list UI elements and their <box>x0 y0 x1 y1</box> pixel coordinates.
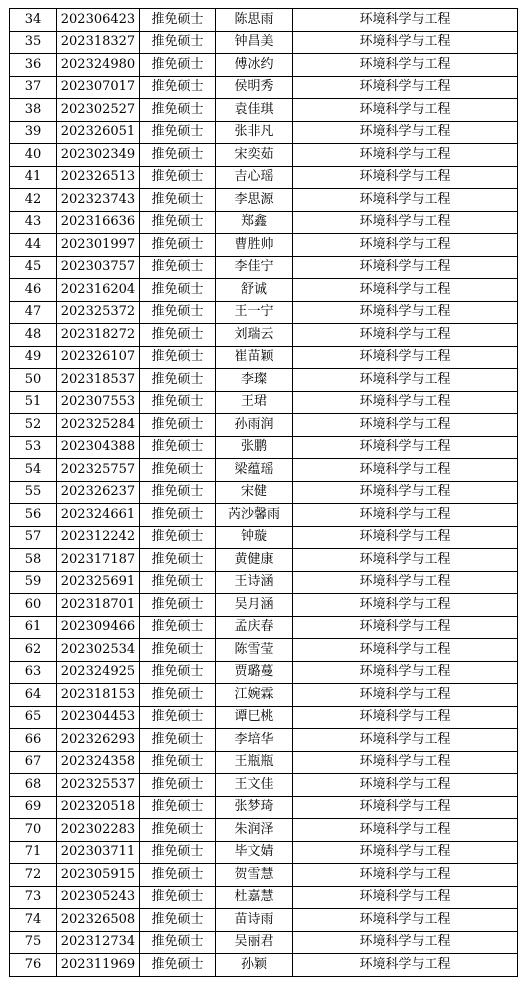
row-index-cell: 41 <box>10 166 57 189</box>
student-id-cell: 202306423 <box>57 9 140 32</box>
student-id-cell: 202320518 <box>57 796 140 819</box>
row-index-cell: 36 <box>10 54 57 77</box>
major-cell: 环境科学与工程 <box>293 31 518 54</box>
row-index-cell: 57 <box>10 526 57 549</box>
student-name-cell: 杜嘉慧 <box>216 886 293 909</box>
admission-type-cell: 推免硕士 <box>140 526 216 549</box>
major-cell: 环境科学与工程 <box>293 796 518 819</box>
row-index-cell: 61 <box>10 616 57 639</box>
major-cell: 环境科学与工程 <box>293 594 518 617</box>
student-id-cell: 202302527 <box>57 99 140 122</box>
admission-type-cell: 推免硕士 <box>140 279 216 302</box>
admission-type-cell: 推免硕士 <box>140 864 216 887</box>
admission-type-cell: 推免硕士 <box>140 391 216 414</box>
admission-type-cell: 推免硕士 <box>140 706 216 729</box>
row-index-cell: 43 <box>10 211 57 234</box>
student-name-cell: 吉心瑶 <box>216 166 293 189</box>
student-id-cell: 202324358 <box>57 751 140 774</box>
student-name-cell: 吴丽君 <box>216 931 293 954</box>
student-id-cell: 202326107 <box>57 346 140 369</box>
student-id-cell: 202326513 <box>57 166 140 189</box>
row-index-cell: 35 <box>10 31 57 54</box>
major-cell: 环境科学与工程 <box>293 54 518 77</box>
table-row <box>10 436 518 459</box>
table-row <box>10 751 518 774</box>
student-name-cell: 曹胜帅 <box>216 234 293 257</box>
admission-type-cell: 推免硕士 <box>140 571 216 594</box>
major-cell: 环境科学与工程 <box>293 391 518 414</box>
student-name-cell: 袁佳琪 <box>216 99 293 122</box>
table-row <box>10 346 518 369</box>
table-row <box>10 189 518 212</box>
student-id-cell: 202318701 <box>57 594 140 617</box>
row-index-cell: 58 <box>10 549 57 572</box>
table-row <box>10 526 518 549</box>
major-cell: 环境科学与工程 <box>293 189 518 212</box>
table-row <box>10 864 518 887</box>
table-row <box>10 99 518 122</box>
row-index-cell: 59 <box>10 571 57 594</box>
row-index-cell: 65 <box>10 706 57 729</box>
row-index-cell: 73 <box>10 886 57 909</box>
student-name-cell: 梁蕴瑶 <box>216 459 293 482</box>
admission-type-cell: 推免硕士 <box>140 954 216 977</box>
table-row <box>10 774 518 797</box>
table-row <box>10 504 518 527</box>
major-cell: 环境科学与工程 <box>293 931 518 954</box>
table-row <box>10 414 518 437</box>
student-name-cell: 侯明秀 <box>216 76 293 99</box>
major-cell: 环境科学与工程 <box>293 819 518 842</box>
admission-type-cell: 推免硕士 <box>140 99 216 122</box>
admission-type-cell: 推免硕士 <box>140 549 216 572</box>
row-index-cell: 47 <box>10 301 57 324</box>
table-row <box>10 954 518 977</box>
student-name-cell: 朱润泽 <box>216 819 293 842</box>
major-cell: 环境科学与工程 <box>293 369 518 392</box>
major-cell: 环境科学与工程 <box>293 661 518 684</box>
student-id-cell: 202301997 <box>57 234 140 257</box>
student-id-cell: 202304388 <box>57 436 140 459</box>
table-row <box>10 909 518 932</box>
table-row <box>10 256 518 279</box>
student-id-cell: 202316636 <box>57 211 140 234</box>
major-cell: 环境科学与工程 <box>293 954 518 977</box>
student-id-cell: 202323743 <box>57 189 140 212</box>
row-index-cell: 56 <box>10 504 57 527</box>
table-row <box>10 459 518 482</box>
student-id-cell: 202316204 <box>57 279 140 302</box>
row-index-cell: 44 <box>10 234 57 257</box>
table-row <box>10 549 518 572</box>
student-name-cell: 王瓶瓶 <box>216 751 293 774</box>
major-cell: 环境科学与工程 <box>293 121 518 144</box>
table-row <box>10 819 518 842</box>
admission-type-cell: 推免硕士 <box>140 369 216 392</box>
table-row <box>10 616 518 639</box>
major-cell: 环境科学与工程 <box>293 144 518 167</box>
student-id-cell: 202305915 <box>57 864 140 887</box>
major-cell: 环境科学与工程 <box>293 211 518 234</box>
admission-type-cell: 推免硕士 <box>140 256 216 279</box>
table-row <box>10 54 518 77</box>
student-id-cell: 202302534 <box>57 639 140 662</box>
row-index-cell: 67 <box>10 751 57 774</box>
row-index-cell: 42 <box>10 189 57 212</box>
admission-type-cell: 推免硕士 <box>140 751 216 774</box>
student-name-cell: 陈雪莹 <box>216 639 293 662</box>
student-name-cell: 王文佳 <box>216 774 293 797</box>
admission-type-cell: 推免硕士 <box>140 841 216 864</box>
row-index-cell: 74 <box>10 909 57 932</box>
student-name-cell: 孙雨润 <box>216 414 293 437</box>
table-row <box>10 31 518 54</box>
student-name-cell: 李培华 <box>216 729 293 752</box>
student-name-cell: 刘瑞云 <box>216 324 293 347</box>
student-name-cell: 张非凡 <box>216 121 293 144</box>
admission-type-cell: 推免硕士 <box>140 886 216 909</box>
row-index-cell: 37 <box>10 76 57 99</box>
admission-type-cell: 推免硕士 <box>140 504 216 527</box>
major-cell: 环境科学与工程 <box>293 864 518 887</box>
table-row <box>10 391 518 414</box>
student-id-cell: 202326508 <box>57 909 140 932</box>
student-id-cell: 202325284 <box>57 414 140 437</box>
admission-type-cell: 推免硕士 <box>140 616 216 639</box>
row-index-cell: 75 <box>10 931 57 954</box>
major-cell: 环境科学与工程 <box>293 729 518 752</box>
major-cell: 环境科学与工程 <box>293 504 518 527</box>
student-name-cell: 傅冰约 <box>216 54 293 77</box>
table-row <box>10 324 518 347</box>
major-cell: 环境科学与工程 <box>293 256 518 279</box>
student-id-cell: 202325691 <box>57 571 140 594</box>
student-id-cell: 202326293 <box>57 729 140 752</box>
row-index-cell: 60 <box>10 594 57 617</box>
major-cell: 环境科学与工程 <box>293 459 518 482</box>
admission-type-cell: 推免硕士 <box>140 54 216 77</box>
row-index-cell: 62 <box>10 639 57 662</box>
student-name-cell: 郑鑫 <box>216 211 293 234</box>
table-row <box>10 481 518 504</box>
major-cell: 环境科学与工程 <box>293 76 518 99</box>
admission-type-cell: 推免硕士 <box>140 931 216 954</box>
student-name-cell: 宋奕茹 <box>216 144 293 167</box>
row-index-cell: 45 <box>10 256 57 279</box>
admission-type-cell: 推免硕士 <box>140 594 216 617</box>
student-name-cell: 李璨 <box>216 369 293 392</box>
student-id-cell: 202312242 <box>57 526 140 549</box>
row-index-cell: 51 <box>10 391 57 414</box>
admission-type-cell: 推免硕士 <box>140 774 216 797</box>
admission-type-cell: 推免硕士 <box>140 796 216 819</box>
student-id-cell: 202318272 <box>57 324 140 347</box>
admission-type-cell: 推免硕士 <box>140 661 216 684</box>
student-id-cell: 202302349 <box>57 144 140 167</box>
student-name-cell: 张鹏 <box>216 436 293 459</box>
major-cell: 环境科学与工程 <box>293 234 518 257</box>
student-id-cell: 202317187 <box>57 549 140 572</box>
table-row <box>10 841 518 864</box>
major-cell: 环境科学与工程 <box>293 639 518 662</box>
row-index-cell: 71 <box>10 841 57 864</box>
student-name-cell: 黄健康 <box>216 549 293 572</box>
admission-type-cell: 推免硕士 <box>140 909 216 932</box>
major-cell: 环境科学与工程 <box>293 279 518 302</box>
major-cell: 环境科学与工程 <box>293 346 518 369</box>
row-index-cell: 53 <box>10 436 57 459</box>
row-index-cell: 46 <box>10 279 57 302</box>
student-id-cell: 202303711 <box>57 841 140 864</box>
student-id-cell: 202302283 <box>57 819 140 842</box>
table-row <box>10 301 518 324</box>
major-cell: 环境科学与工程 <box>293 414 518 437</box>
table-row <box>10 684 518 707</box>
row-index-cell: 40 <box>10 144 57 167</box>
row-index-cell: 70 <box>10 819 57 842</box>
admission-type-cell: 推免硕士 <box>140 819 216 842</box>
table-row <box>10 211 518 234</box>
major-cell: 环境科学与工程 <box>293 526 518 549</box>
student-id-cell: 202326051 <box>57 121 140 144</box>
row-index-cell: 38 <box>10 99 57 122</box>
admission-type-cell: 推免硕士 <box>140 166 216 189</box>
row-index-cell: 34 <box>10 9 57 32</box>
table-row <box>10 639 518 662</box>
major-cell: 环境科学与工程 <box>293 571 518 594</box>
student-id-cell: 202307017 <box>57 76 140 99</box>
student-name-cell: 舒诚 <box>216 279 293 302</box>
student-name-cell: 苗诗雨 <box>216 909 293 932</box>
row-index-cell: 68 <box>10 774 57 797</box>
student-name-cell: 吴月涵 <box>216 594 293 617</box>
admission-type-cell: 推免硕士 <box>140 639 216 662</box>
row-index-cell: 72 <box>10 864 57 887</box>
table-row <box>10 571 518 594</box>
admission-type-cell: 推免硕士 <box>140 729 216 752</box>
student-id-cell: 202318327 <box>57 31 140 54</box>
admission-roster-table <box>9 8 518 977</box>
table-row <box>10 886 518 909</box>
admission-type-cell: 推免硕士 <box>140 189 216 212</box>
table-row <box>10 661 518 684</box>
table-row <box>10 121 518 144</box>
admission-type-cell: 推免硕士 <box>140 301 216 324</box>
student-id-cell: 202311969 <box>57 954 140 977</box>
table-row <box>10 9 518 32</box>
student-id-cell: 202304453 <box>57 706 140 729</box>
student-id-cell: 202305243 <box>57 886 140 909</box>
student-id-cell: 202318537 <box>57 369 140 392</box>
row-index-cell: 66 <box>10 729 57 752</box>
student-id-cell: 202309466 <box>57 616 140 639</box>
table-row <box>10 594 518 617</box>
student-name-cell: 李佳宁 <box>216 256 293 279</box>
roster-body <box>10 9 518 977</box>
major-cell: 环境科学与工程 <box>293 436 518 459</box>
student-id-cell: 202326237 <box>57 481 140 504</box>
student-name-cell: 宋健 <box>216 481 293 504</box>
admission-type-cell: 推免硕士 <box>140 684 216 707</box>
table-row <box>10 729 518 752</box>
major-cell: 环境科学与工程 <box>293 166 518 189</box>
major-cell: 环境科学与工程 <box>293 684 518 707</box>
admission-type-cell: 推免硕士 <box>140 459 216 482</box>
row-index-cell: 49 <box>10 346 57 369</box>
table-row <box>10 706 518 729</box>
table-row <box>10 234 518 257</box>
student-id-cell: 202303757 <box>57 256 140 279</box>
row-index-cell: 69 <box>10 796 57 819</box>
row-index-cell: 39 <box>10 121 57 144</box>
row-index-cell: 55 <box>10 481 57 504</box>
student-name-cell: 谭巳桃 <box>216 706 293 729</box>
student-name-cell: 孟庆春 <box>216 616 293 639</box>
student-id-cell: 202318153 <box>57 684 140 707</box>
table-row <box>10 931 518 954</box>
student-id-cell: 202325537 <box>57 774 140 797</box>
table-row <box>10 279 518 302</box>
major-cell: 环境科学与工程 <box>293 886 518 909</box>
major-cell: 环境科学与工程 <box>293 481 518 504</box>
admission-type-cell: 推免硕士 <box>140 346 216 369</box>
admission-type-cell: 推免硕士 <box>140 76 216 99</box>
table-row <box>10 166 518 189</box>
major-cell: 环境科学与工程 <box>293 841 518 864</box>
table-row <box>10 369 518 392</box>
major-cell: 环境科学与工程 <box>293 909 518 932</box>
student-name-cell: 陈思雨 <box>216 9 293 32</box>
student-id-cell: 202324925 <box>57 661 140 684</box>
major-cell: 环境科学与工程 <box>293 549 518 572</box>
student-id-cell: 202324661 <box>57 504 140 527</box>
student-id-cell: 202325372 <box>57 301 140 324</box>
admission-type-cell: 推免硕士 <box>140 436 216 459</box>
admission-type-cell: 推免硕士 <box>140 144 216 167</box>
admission-type-cell: 推免硕士 <box>140 324 216 347</box>
row-index-cell: 54 <box>10 459 57 482</box>
student-name-cell: 贺雪慧 <box>216 864 293 887</box>
row-index-cell: 52 <box>10 414 57 437</box>
student-id-cell: 202307553 <box>57 391 140 414</box>
major-cell: 环境科学与工程 <box>293 301 518 324</box>
major-cell: 环境科学与工程 <box>293 616 518 639</box>
student-id-cell: 202312734 <box>57 931 140 954</box>
student-name-cell: 贾璐蔓 <box>216 661 293 684</box>
admission-type-cell: 推免硕士 <box>140 234 216 257</box>
major-cell: 环境科学与工程 <box>293 99 518 122</box>
student-name-cell: 王珺 <box>216 391 293 414</box>
admission-type-cell: 推免硕士 <box>140 414 216 437</box>
row-index-cell: 48 <box>10 324 57 347</box>
student-name-cell: 钟璇 <box>216 526 293 549</box>
student-name-cell: 王一宁 <box>216 301 293 324</box>
student-id-cell: 202325757 <box>57 459 140 482</box>
student-name-cell: 王诗涵 <box>216 571 293 594</box>
admission-type-cell: 推免硕士 <box>140 211 216 234</box>
student-name-cell: 孙颖 <box>216 954 293 977</box>
major-cell: 环境科学与工程 <box>293 9 518 32</box>
major-cell: 环境科学与工程 <box>293 774 518 797</box>
major-cell: 环境科学与工程 <box>293 751 518 774</box>
row-index-cell: 76 <box>10 954 57 977</box>
row-index-cell: 50 <box>10 369 57 392</box>
admission-type-cell: 推免硕士 <box>140 481 216 504</box>
row-index-cell: 63 <box>10 661 57 684</box>
student-id-cell: 202324980 <box>57 54 140 77</box>
major-cell: 环境科学与工程 <box>293 706 518 729</box>
student-name-cell: 崔苗颖 <box>216 346 293 369</box>
admission-type-cell: 推免硕士 <box>140 121 216 144</box>
row-index-cell: 64 <box>10 684 57 707</box>
table-row <box>10 796 518 819</box>
admission-type-cell: 推免硕士 <box>140 9 216 32</box>
major-cell: 环境科学与工程 <box>293 324 518 347</box>
student-name-cell: 钟昌美 <box>216 31 293 54</box>
student-name-cell: 芮沙馨雨 <box>216 504 293 527</box>
admission-type-cell: 推免硕士 <box>140 31 216 54</box>
table-row <box>10 144 518 167</box>
table-row <box>10 76 518 99</box>
student-name-cell: 毕文婧 <box>216 841 293 864</box>
student-name-cell: 江婉霖 <box>216 684 293 707</box>
student-name-cell: 张梦琦 <box>216 796 293 819</box>
student-name-cell: 李思源 <box>216 189 293 212</box>
